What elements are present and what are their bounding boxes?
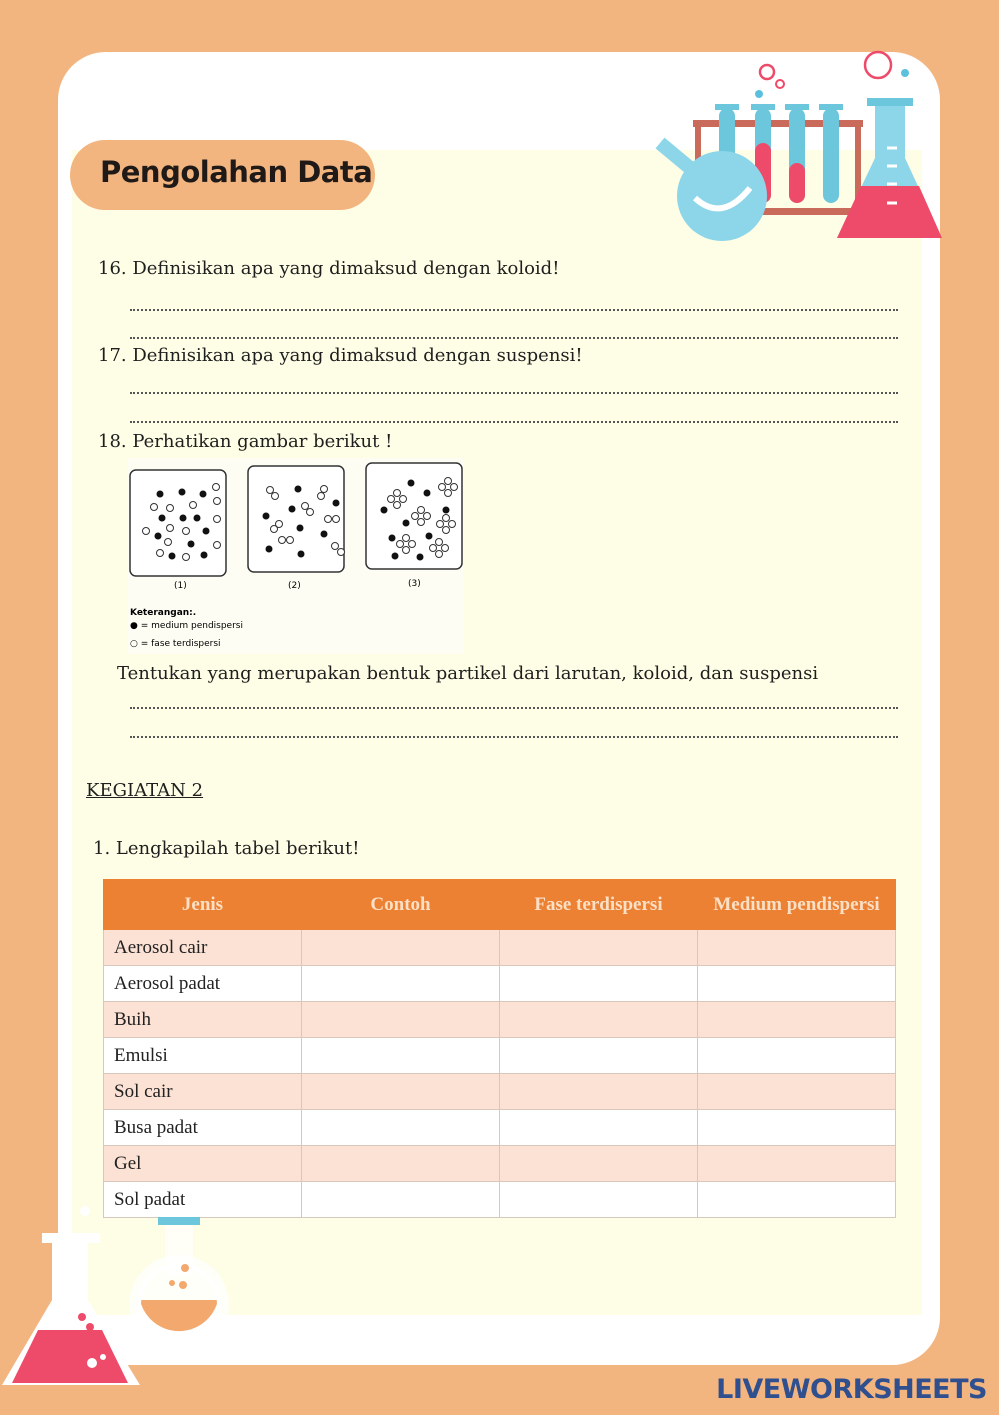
open-particle [445,478,452,485]
open-particle [151,504,158,511]
filled-particle [200,491,207,498]
header-medium: Medium pendispersi [698,880,896,930]
open-particle [143,528,150,535]
cell-contoh-input[interactable] [302,1038,500,1074]
cell-contoh-input[interactable] [302,1182,500,1218]
open-particle [325,516,332,523]
table-row [104,1038,896,1074]
open-particle [214,542,221,549]
open-particle [449,521,456,528]
open-circle-icon: ○ [130,639,138,649]
cell-jenis: Aerosol padat [104,966,302,1002]
table-row [104,1002,896,1038]
cell-fase-input[interactable] [500,1182,698,1218]
cell-medium-input[interactable] [698,1182,896,1218]
figure-label-3: (3) [408,579,421,589]
filled-particle [157,491,164,498]
filled-particle [403,520,410,527]
figure-label-1: (1) [174,581,187,591]
open-particle [214,516,221,523]
table-row [104,966,896,1002]
answer-16-line-1[interactable] [130,295,898,311]
legend-title: Keterangan:. [130,608,197,618]
legend-open: = fase terdispersi [140,639,221,649]
cell-medium-input[interactable] [698,1002,896,1038]
activity-heading: KEGIATAN 2 [86,780,204,801]
cell-jenis: Sol padat [104,1182,302,1218]
cell-fase-input[interactable] [500,1002,698,1038]
table-row [104,1146,896,1182]
filled-particle [295,486,302,493]
cell-medium-input[interactable] [698,1038,896,1074]
filled-particle [159,515,166,522]
open-particle [332,543,339,550]
cell-medium-input[interactable] [698,1146,896,1182]
cell-medium-input[interactable] [698,930,896,966]
cell-fase-input[interactable] [500,1038,698,1074]
cell-jenis: Aerosol cair [104,930,302,966]
cell-medium-input[interactable] [698,966,896,1002]
cell-jenis: Busa padat [104,1110,302,1146]
open-particle [437,521,444,528]
cell-medium-input[interactable] [698,1110,896,1146]
lab-glassware-illustration [655,48,945,248]
cell-fase-input[interactable] [500,1110,698,1146]
open-particle [272,493,279,500]
open-particle [424,513,431,520]
header-fase: Fase terdispersi [500,880,698,930]
open-particle [165,539,172,546]
cell-contoh-input[interactable] [302,1002,500,1038]
filled-particle [381,507,388,514]
filled-particle [155,533,162,540]
open-particle [409,541,416,548]
cell-fase-input[interactable] [500,1146,698,1182]
open-particle [287,537,294,544]
flask-illustration [0,1205,240,1405]
cell-contoh-input[interactable] [302,930,500,966]
question-18-prompt: Tentukan yang merupakan bentuk partikel dari larutan, koloid, dan suspensi [117,663,819,684]
cell-jenis: Gel [104,1146,302,1182]
open-particle [403,547,410,554]
open-particle [445,490,452,497]
question-18: 18. Perhatikan gambar berikut ! [98,431,393,452]
open-particle [443,527,450,534]
open-particle [403,535,410,542]
figure-box-1 [130,470,226,576]
table-row [104,1074,896,1110]
filled-particle [266,546,273,553]
activity-instruction: 1. Lengkapilah tabel berikut! [93,838,360,859]
filled-particle [333,500,340,507]
open-particle [388,496,395,503]
open-particle [394,502,401,509]
open-particle [321,486,328,493]
open-particle [307,509,314,516]
filled-particle [408,480,415,487]
open-particle [338,549,345,556]
filled-particle [426,533,433,540]
open-particle [267,487,274,494]
legend-filled: = medium pendispersi [140,621,243,631]
answer-16-line-2[interactable] [130,323,898,339]
cell-medium-input[interactable] [698,1074,896,1110]
filled-particle [297,525,304,532]
open-particle [439,484,446,491]
open-particle [318,493,325,500]
open-particle [214,498,221,505]
cell-fase-input[interactable] [500,966,698,1002]
table-row [104,930,896,966]
filled-particle [392,553,399,560]
filled-particle [169,553,176,560]
filled-particle [188,541,195,548]
filled-particle [389,535,396,542]
filled-circle-icon: ● [130,621,138,631]
filled-particle [201,552,208,559]
header-jenis: Jenis [104,880,302,930]
open-particle [167,505,174,512]
open-particle [213,484,220,491]
open-particle [418,507,425,514]
figure-label-2: (2) [288,581,301,591]
filled-particle [179,489,186,496]
open-particle [333,516,340,523]
liveworksheets-logo: LIVEWORKSHEETS [716,1374,987,1405]
question-16: 16. Definisikan apa yang dimaksud dengan koloid! [98,258,560,279]
cell-jenis: Emulsi [104,1038,302,1074]
cell-fase-input[interactable] [500,930,698,966]
open-particle [190,502,197,509]
answer-17-line-1[interactable] [130,378,898,394]
cell-contoh-input[interactable] [302,966,500,1002]
page-title: Pengolahan Data [100,155,373,189]
open-particle [157,550,164,557]
particle-figure [128,458,464,654]
open-particle [394,490,401,497]
filled-particle [443,507,450,514]
open-particle [279,537,286,544]
colloid-table [103,879,896,1218]
open-particle [443,515,450,522]
filled-particle [424,490,431,497]
open-particle [436,551,443,558]
header-contoh: Contoh [302,880,500,930]
filled-particle [321,531,328,538]
open-particle [183,528,190,535]
filled-particle [417,554,424,561]
cell-fase-input[interactable] [500,1074,698,1110]
answer-18-line-1[interactable] [130,693,898,709]
cell-contoh-input[interactable] [302,1146,500,1182]
open-particle [167,525,174,532]
filled-particle [289,506,296,513]
open-particle [400,496,407,503]
filled-particle [298,551,305,558]
answer-18-line-2[interactable] [130,722,898,738]
cell-contoh-input[interactable] [302,1110,500,1146]
table-row [104,1110,896,1146]
cell-jenis: Buih [104,1002,302,1038]
filled-particle [203,528,210,535]
open-particle [183,554,190,561]
open-particle [442,545,449,552]
open-particle [302,503,309,510]
open-particle [430,545,437,552]
open-particle [451,484,458,491]
cell-contoh-input[interactable] [302,1074,500,1110]
filled-particle [263,513,270,520]
cell-jenis: Sol cair [104,1074,302,1110]
open-particle [276,521,283,528]
question-17: 17. Definisikan apa yang dimaksud dengan suspensi! [98,345,583,366]
filled-particle [180,515,187,522]
open-particle [412,513,419,520]
answer-17-line-2[interactable] [130,407,898,423]
open-particle [436,539,443,546]
open-particle [418,519,425,526]
filled-particle [194,515,201,522]
open-particle [397,541,404,548]
